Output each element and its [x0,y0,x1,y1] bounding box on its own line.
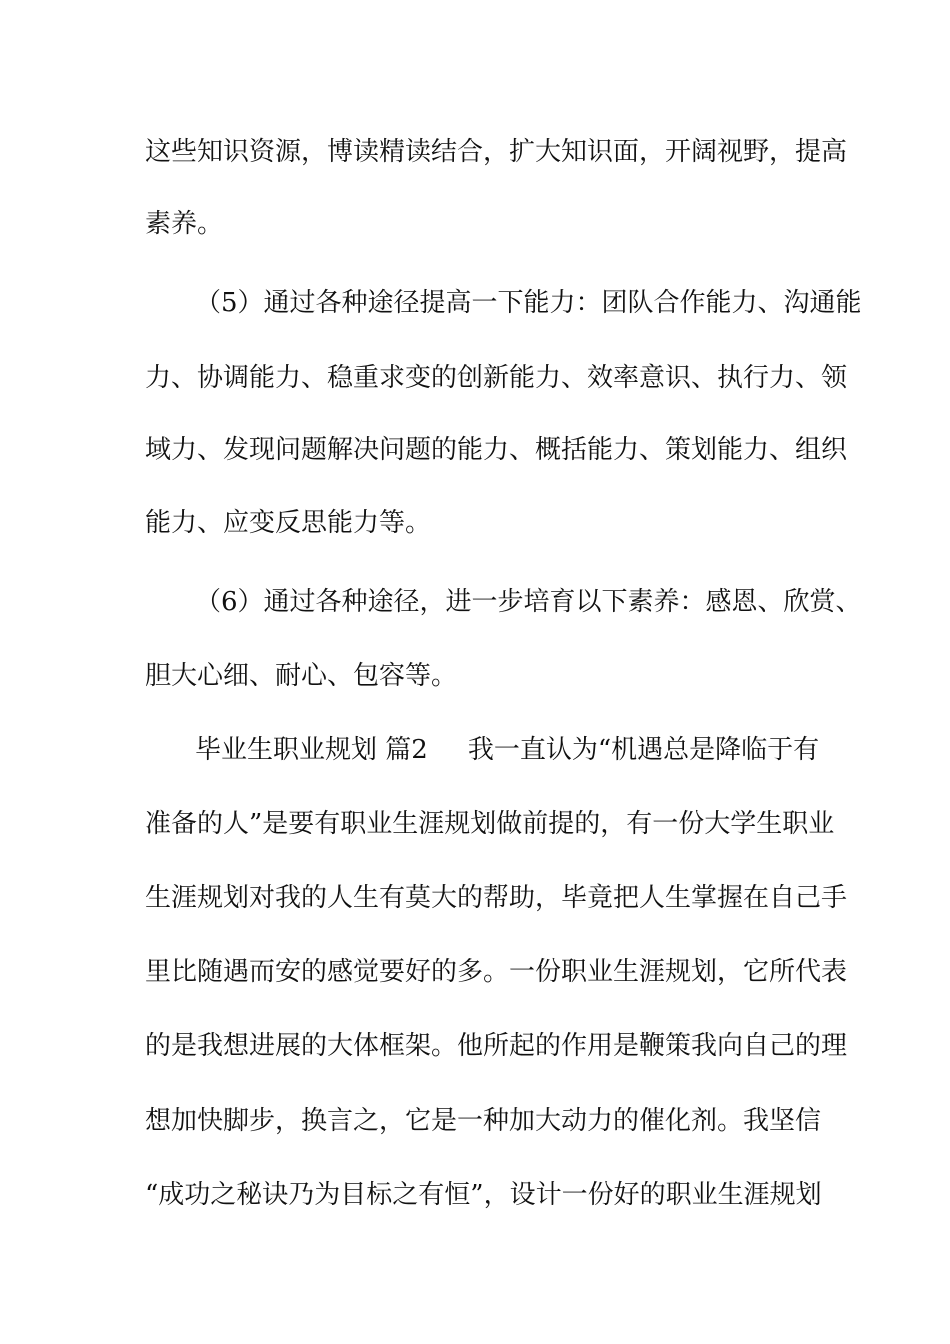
list-item-5-line: 域力、发现问题解决问题的能力、概括能力、策划能力、组织 [145,435,848,465]
list-item-6-line: （6）通过各种途径，进一步培育以下素养：感恩、欣赏、 [195,587,862,617]
paragraph-line: 这些知识资源，博读精读结合，扩大知识面，开阔视野，提高 [145,137,848,167]
list-item-6-line: 胆大心细、耐心、包容等。 [145,661,458,691]
paragraph-line: 素养。 [145,209,224,239]
list-item-5-line: 力、协调能力、稳重求变的创新能力、效率意识、执行力、领 [145,363,848,393]
section-first-line: 我一直认为“机遇总是降临于有 [467,735,820,765]
paragraph-line: 生涯规划对我的人生有莫大的帮助，毕竟把人生掌握在自己手 [145,883,848,913]
list-item-5-line: 能力、应变反思能力等。 [145,508,432,538]
paragraph-line: 想加快脚步，换言之，它是一种加大动力的催化剂。我坚信 [145,1106,822,1136]
paragraph-line: 里比随遇而安的感觉要好的多。一份职业生涯规划，它所代表 [145,957,848,987]
paragraph-line: 准备的人”是要有职业生涯规划做前提的，有一份大学生职业 [145,809,835,839]
list-item-5-line: （5）通过各种途径提高一下能力：团队合作能力、沟通能 [195,288,862,318]
paragraph-line: 的是我想进展的大体框架。他所起的作用是鞭策我向自己的理 [145,1031,848,1061]
paragraph-line: “成功之秘诀乃为目标之有恒”，设计一份好的职业生涯规划 [145,1180,822,1210]
section-heading-line [195,730,820,770]
section-heading: 毕业生职业规划 篇2 [195,735,428,765]
